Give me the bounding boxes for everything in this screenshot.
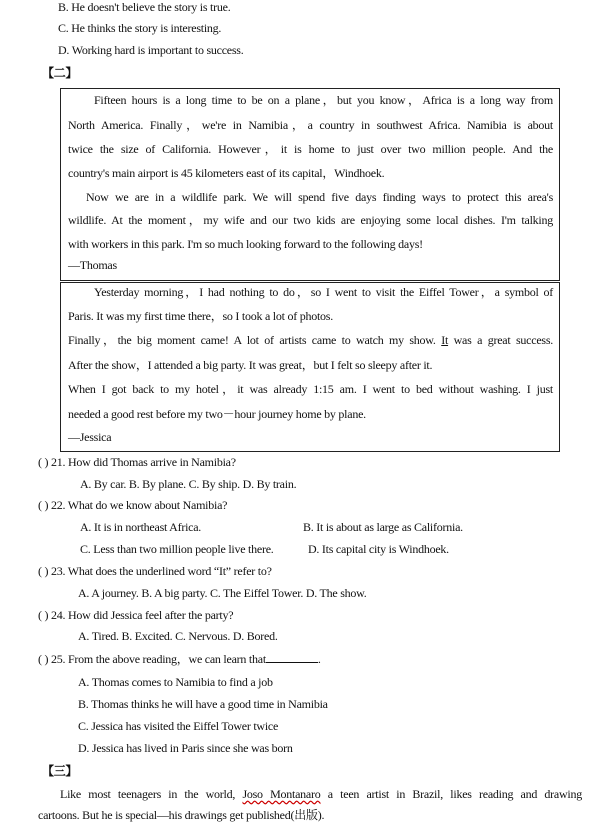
passage-2-line-6: needed a good rest before my two－hour journey home by plane. bbox=[68, 407, 366, 421]
passage-2-line-5: When I got back to my hotel，it was already 1:15 am. I went to bed without washing. I just bbox=[68, 382, 553, 396]
section-3-line-2: cartoons. But he is special—his drawings get published(出版). bbox=[38, 808, 325, 822]
passage-2-line-3 bbox=[68, 333, 553, 347]
passage-2-line-3-start: Finally，the big moment came! A lot of artists came to watch my show. bbox=[68, 333, 442, 347]
question-22-option-c: C. Less than two million people live there. bbox=[80, 542, 274, 556]
passage-1-box bbox=[60, 88, 560, 281]
passage-2-signature: —Jessica bbox=[68, 430, 112, 444]
question-23-options: A. A journey. B. A big party. C. The Eiffel Tower. D. The show. bbox=[78, 586, 367, 600]
passage-2-line-1: Yesterday morning，I had nothing to do，so I went to visit the Eiffel Tower，a symbol of bbox=[94, 285, 553, 299]
prev-option-c: C. He thinks the story is interesting. bbox=[58, 21, 222, 35]
passage-1-line-1: Fifteen hours is a long time to be on a plane，but you know，Africa is a long way from bbox=[94, 93, 553, 107]
question-25-option-c: C. Jessica has visited the Eiffel Tower twice bbox=[78, 719, 279, 733]
passage-1-line-2: North America. Finally，we're in Namibia，a country in southwest Africa. Namibia is about bbox=[68, 118, 553, 132]
underlined-word-it: It bbox=[441, 333, 449, 347]
question-23-stem: ( ) 23. What does the underlined word “It” refer to? bbox=[38, 564, 272, 578]
passage-2-line-3-end: was a great success. bbox=[448, 333, 553, 347]
question-25-stem-end: . bbox=[317, 652, 321, 666]
question-24-stem: ( ) 24. How did Jessica feel after the party? bbox=[38, 608, 234, 622]
passage-1-line-7: with workers in this park. I'm so much looking forward to the following days! bbox=[68, 237, 423, 251]
question-25-stem-text: ( ) 25. From the above reading，we can learn that bbox=[38, 652, 266, 666]
passage-1-signature: —Thomas bbox=[68, 258, 117, 272]
artist-name: Joso Montanaro bbox=[242, 787, 321, 801]
question-25-option-a: A. Thomas comes to Namibia to find a job bbox=[78, 675, 273, 689]
question-25-stem bbox=[38, 652, 321, 666]
question-22-option-a: A. It is in northeast Africa. bbox=[80, 520, 202, 534]
question-24-options: A. Tired. B. Excited. C. Nervous. D. Bored. bbox=[78, 629, 278, 643]
answer-blank bbox=[266, 652, 318, 663]
section-3-line-1-end: a teen artist in Brazil, likes reading and drawing bbox=[320, 787, 582, 801]
question-21-options: A. By car. B. By plane. C. By ship. D. By train. bbox=[80, 477, 297, 491]
passage-1-line-5: Now we are in a wildlife park. We will spend five days finding ways to protect this area's bbox=[86, 190, 553, 204]
passage-2-line-4: After the show，I attended a big party. It was great，but I felt so sleepy after it. bbox=[68, 358, 433, 372]
passage-1-line-4: country's main airport is 45 kilometers east of its capital，Windhoek. bbox=[68, 166, 385, 180]
question-25-option-d: D. Jessica has lived in Paris since she was born bbox=[78, 741, 293, 755]
section-3-line-1-start: Like most teenagers in the world, bbox=[60, 787, 243, 801]
passage-2-line-2: Paris. It was my first time there，so I took a lot of photos. bbox=[68, 309, 333, 323]
passage-1-line-3: twice the size of California. However，it is home to just over two million people. And the bbox=[68, 142, 553, 156]
section-3-label: 【三】 bbox=[42, 764, 78, 778]
prev-option-b: B. He doesn't believe the story is true. bbox=[58, 0, 231, 14]
question-22-stem: ( ) 22. What do we know about Namibia? bbox=[38, 498, 228, 512]
prev-option-d: D. Working hard is important to success. bbox=[58, 43, 244, 57]
question-22-option-b: B. It is about as large as California. bbox=[303, 520, 463, 534]
question-22-option-d: D. Its capital city is Windhoek. bbox=[308, 542, 449, 556]
section-3-line-1 bbox=[60, 787, 582, 801]
question-21-stem: ( ) 21. How did Thomas arrive in Namibia? bbox=[38, 455, 236, 469]
passage-1-line-6: wildlife. At the moment，my wife and our two kids are enjoying some local dishes. I'm talking bbox=[68, 213, 553, 227]
question-25-option-b: B. Thomas thinks he will have a good time in Namibia bbox=[78, 697, 328, 711]
section-2-label: 【二】 bbox=[42, 66, 78, 80]
